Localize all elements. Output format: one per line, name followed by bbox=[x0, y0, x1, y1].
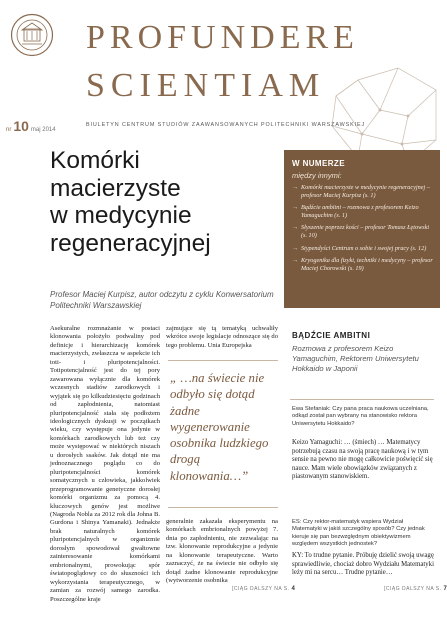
issue-date: maj 2014 bbox=[30, 127, 56, 133]
contents-box bbox=[284, 150, 440, 308]
interview-question: Ewa Stefaniak: Czy pana praca naukowa uczelniana, odkąd został pan wybrany na stanowisko rektora Uniwersytetu Hokkaido? bbox=[292, 406, 429, 427]
pull-quote: „ …na świecie nie odbyło się dotąd żadne wygenerowanie osobnika ludzkiego drogą klonowania…” bbox=[170, 371, 269, 483]
interview-subtitle: Rozmowa z profesorem Keizo Yamaguchim, Rektorem Uniwersytetu Hokkaido w Japonii bbox=[292, 344, 419, 374]
continued-page: 7 bbox=[443, 586, 447, 592]
headline-line: regeneracyjnej bbox=[50, 229, 211, 257]
contents-item-label: Komórki macierzyste w medycynie regeneracyjnej – profesor Maciej Kurpisz (s. 1) bbox=[301, 184, 430, 199]
contents-item[interactable] bbox=[292, 224, 434, 239]
arrow-bullet-icon: → bbox=[292, 204, 299, 212]
continued-page: 4 bbox=[291, 586, 296, 592]
interview-title: BĄDŹCIE AMBITNI bbox=[292, 331, 371, 340]
contents-item-label: Stypendyści Centrum o sobie i swojej pracy (s. 12) bbox=[301, 244, 427, 252]
article-byline: Profesor Maciej Kurpisz, autor odczytu z cyklu Konwersatorium Politechniki Warszawskiej bbox=[50, 290, 274, 310]
interview-question: ES: Czy rektor-matematyk wspiera Wydział Matematyki w jakiś szczególny sposób? Czy jednak kieruje się pan bezwzględnym obiektywizmem względem wszystkich jednostek? bbox=[292, 519, 425, 548]
headline-line: Komórki bbox=[50, 147, 140, 174]
headline-line: w medycynie bbox=[50, 202, 192, 229]
contents-item-label: Słyszenie poprzez kości – profesor Tomasz Łętowski (s. 10) bbox=[301, 224, 430, 239]
contents-item[interactable] bbox=[292, 257, 434, 272]
continued-label: [CIĄG DALSZY NA S. bbox=[384, 586, 442, 592]
continued-note-interview[interactable] bbox=[384, 586, 447, 592]
article-headline bbox=[50, 147, 286, 257]
article-column-2: zajmujące się tą tematyką uchwaliły wkrótce swoje legislacje odnoszące się do tego problemu. Unia Europejska bbox=[166, 325, 278, 349]
continued-note-article[interactable] bbox=[232, 586, 295, 592]
masthead-title-line1: PROFUNDERE bbox=[86, 19, 359, 56]
interview-answer: KY: To trudne pytanie. Próbuję dzielić swoją uwagę sprawiedliwie, chociaż dobro Wydziału Matematyki leży mi na sercu… Trudne pytanie… bbox=[292, 552, 434, 576]
contents-item-label: Kryogenika dla fizyki, techniki i medycyny – profesor Maciej Chorowski (s. 19) bbox=[301, 257, 433, 272]
issue-info bbox=[6, 118, 56, 134]
contents-item[interactable] bbox=[292, 184, 434, 199]
headline-line: macierzyste bbox=[50, 174, 181, 202]
issue-prefix: nr bbox=[6, 127, 12, 133]
masthead-title-line2: SCIENTIAM bbox=[86, 67, 326, 104]
arrow-bullet-icon: → bbox=[292, 224, 299, 232]
article-column-2-continued: generalnie zakazała eksperymentu na komórkach embrionalnych powyżej 7. dnia po zapłodnieniu, nie zezwalając na tzw. klonowanie reprodukcyjne a jedynie na klonowanie terapeutyczne. Warto zaznaczyć, że na świecie nie odbyło się dotąd żadne klonowanie reprodukcyjne (wytworzenie osobnika bbox=[166, 518, 278, 585]
contents-item[interactable] bbox=[292, 245, 434, 253]
interview-answer: Keizo Yamaguchi: … (śmiech) … Matematycy potrzebują czasu na swoją pracę naukową i w tym sensie na pewno nie mogę całkowicie poświęcić się nauce. Mam wiele obowiązków związanych z piastowanym stanowiskiem. bbox=[292, 439, 433, 480]
article-column-1: Asekuralne rozmnażanie w postaci klonowania położyło podwaliny pod definicje i hierarchizację komórek macierzystych, zwłaszcza w aspekcie ich toti- i pluripotencjalności. Totipotencjalność jest do tej pory zawarowana wyłącznie dla komórek wczesnych stadiów zarodkowych i wyjątek się po kilkudziesięciu godzinach od zapłodnienia, natomiast pluripotencjalność stała się podłożem ideologicznych dyskusji w początkach wieku, czy występuje ona jedynie w komórkach zarodkowych lub też czy może występować w niektórych niszach u dorosłych ssaków. Jak dotąd nie ma jednoznacznego poglądu co do pluripotencjalności komórek somatycznych u człowieka, jakkolwiek przeprogramowanie genetyczne dorosłej komórki organizmu za pomocą 4. kluczowych genów jest możliwe (Nagroda Nobla za 2012 rok dla Johna B. Gurdona i Shinya Yamanaki). Jednakże brak naturalnych komórek pluripotencjalnych w organizmie dorosłym spowodował gwałtowne zainteresowanie komórkami embrionalnymi, prowokując spór światopoglądowy co do słuszności ich wykorzystania terapeutycznego, w zamian za rozwój samego zarodka. Poszczególne kraje bbox=[50, 325, 160, 603]
arrow-bullet-icon: → bbox=[292, 184, 299, 191]
university-seal-icon bbox=[10, 13, 54, 57]
contents-item[interactable] bbox=[292, 204, 434, 219]
arrow-bullet-icon: → bbox=[292, 257, 299, 265]
quote-divider-bottom bbox=[168, 507, 278, 508]
arrow-bullet-icon: → bbox=[292, 244, 299, 252]
contents-item-label: Bądźcie ambitni – rozmowa z profesorem Keizo Yamaguchim (s. 1) bbox=[301, 204, 419, 219]
contents-subtitle: między innymi: bbox=[292, 171, 342, 180]
masthead-subtitle: BIULETYN CENTRUM STUDIÓW ZAAWANSOWANYCH POLITECHNIKI WARSZAWSKIEJ bbox=[86, 122, 366, 128]
continued-label: [CIĄG DALSZY NA S. bbox=[232, 586, 290, 592]
contents-title: W NUMERZE bbox=[292, 159, 345, 168]
issue-number: 10 bbox=[13, 118, 29, 134]
quote-divider-top bbox=[168, 360, 278, 361]
interview-divider bbox=[290, 399, 434, 400]
contents-list bbox=[292, 184, 434, 277]
